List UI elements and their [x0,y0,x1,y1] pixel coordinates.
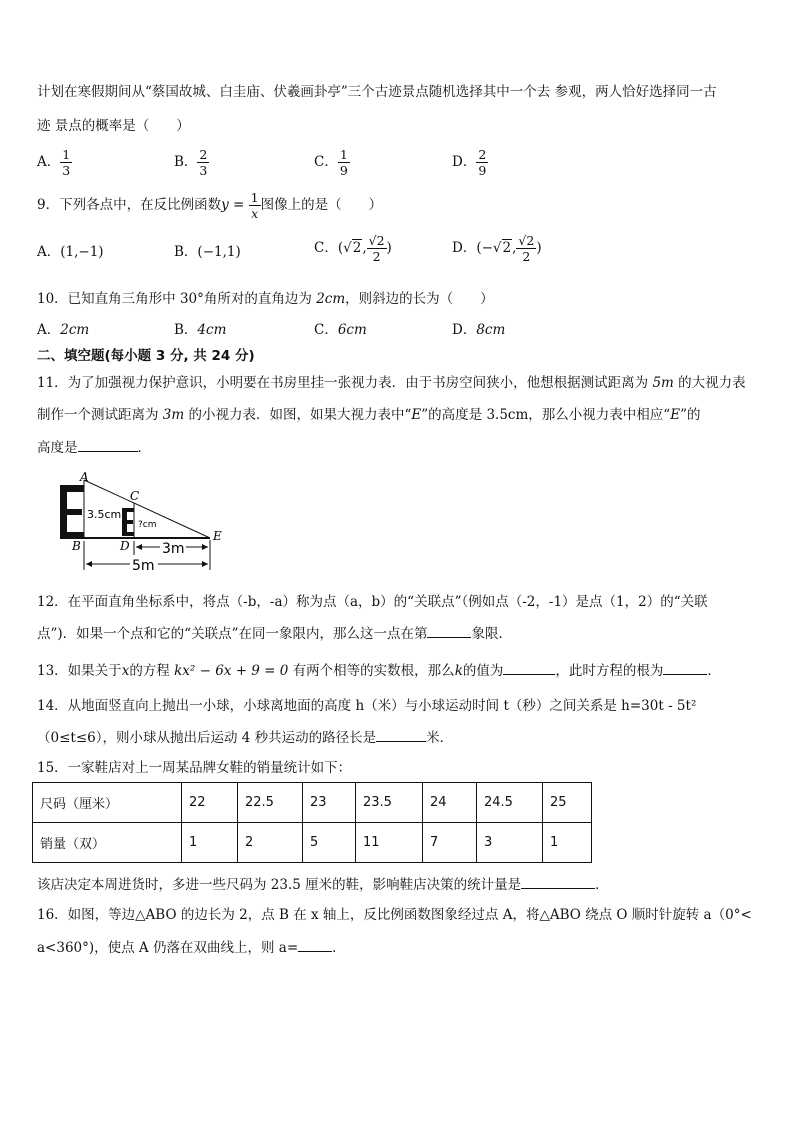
table-cell: 23 [303,783,356,823]
table-cell: 22 [182,783,238,823]
q16-line-2: a<360°)，使点 A 仍落在双曲线上，则 a= ． [37,937,346,958]
table-cell: 23.5 [356,783,423,823]
eye-chart-figure [48,470,238,574]
q13-root-blank[interactable] [663,660,707,675]
table-cell: 5 [303,823,356,863]
q12-answer-blank[interactable] [427,623,471,638]
q10-stem: 10．已知直角三角形中 30°角所对的直角边为 2cm，则斜边的长为（ ） [37,291,494,307]
q15-answer-blank[interactable] [521,874,595,889]
q12-line-1: 12．在平面直角坐标系中，将点（-b，-a）称为点（a，b）的“关联点”（例如点（-2，-1）是点（1，2）的“关联 [37,594,708,610]
table-cell: 22.5 [238,783,303,823]
table-row-label: 尺码（厘米） [33,783,182,823]
table-cell: 1 [543,823,592,863]
q8-option-c: C． $\frac{1}{9}$ [314,147,348,178]
table-row [33,783,592,823]
table-cell: 24.5 [477,783,543,823]
table-row-label: 销量（双） [33,823,182,863]
table-cell: 3 [477,823,543,863]
dist-3m-label: 3m [162,541,185,557]
q8-line-2: 迹 景点的概率是（ ） [37,118,190,134]
big-e-height-label: 3.5cm [87,508,122,521]
small-e-height-label: ?cm [138,520,157,530]
q11-line-3: 高度是 ． [37,437,151,458]
q14-line-2: （0≤t≤6），则小球从抛出后运动 4 秒共运动的路径长是 米． [37,727,453,748]
q15-title: 15．一家鞋店对上一周某品牌女鞋的销量统计如下： [37,760,352,776]
q8-option-d: D． $\frac{2}{9}$ [452,147,487,178]
table-cell: 25 [543,783,592,823]
q9-option-a: A．(1,−1) [37,244,104,260]
table-cell: 7 [423,823,477,863]
q9-option-d: D．(−√2, $\frac{√2}{2}$ ) [452,233,542,264]
q8-option-b: B． $\frac{2}{3}$ [174,147,208,178]
q13-k-blank[interactable] [503,660,555,675]
table-cell: 2 [238,823,303,863]
q11-answer-blank[interactable] [78,437,138,452]
small-e-shape [122,508,134,536]
big-e-shape [60,485,84,539]
q10-option-a: A．2cm [37,322,90,338]
q8-option-a: A． $\frac{1}{3}$ [37,147,71,178]
point-c-label: C [130,489,140,503]
q16-answer-blank[interactable] [298,937,332,952]
q11-line-1: 11．为了加强视力保护意识，小明要在书房里挂一张视力表．由于书房空间狭小，他想根据测试距离为 5m 的大视力表 [37,375,746,391]
q9-option-c: C．(√2, $\frac{√2}{2}$ ) [314,233,392,264]
q15-followup: 该店决定本周进货时，多进一些尺码为 23.5 厘米的鞋，影响鞋店决策的统计量是 ． [37,874,609,895]
shoe-sales-table [32,782,592,863]
dist-5m-label: 5m [132,558,155,574]
point-e-label: E [213,529,222,543]
section-heading: 二、填空题(每小题 3 分, 共 24 分) [37,348,255,364]
q9-stem: 9．下列各点中，在反比例函数y = $\frac{1}{x}$ 图像上的是（ ） [37,190,383,221]
table-cell: 11 [356,823,423,863]
q13-stem: 13．如果关于x的方程 kx² − 6x + 9 = 0 有两个相等的实数根，那么k的值为 ，此时方程的根为 ． [37,660,721,681]
table-cell: 1 [182,823,238,863]
q11-line-2: 制作一个测试距离为 3m 的小视力表．如图，如果大视力表中“E”的高度是 3.5cm，那么小视力表中相应“E”的 [37,407,701,423]
q9-option-b: B．(−1,1) [174,244,241,260]
q8-line-1: 计划在寒假期间从“蔡国故城、白圭庙、伏羲画卦亭”三个古迹景点随机选择其中一个去 参观，两人恰好选择同一古 [37,84,717,100]
q14-answer-blank[interactable] [376,727,426,742]
table-row [33,823,592,863]
q12-line-2: 点”)．如果一个点和它的“关联点”在同一象限内，那么这一点在第 象限． [37,623,512,644]
q16-line-1: 16．如图，等边△ABO 的边长为 2，点 B 在 x 轴上，反比例函数图象经过点 A，将△ABO 绕点 O 顺时针旋转 a（0°< [37,907,752,923]
point-b-label: B [72,539,81,553]
point-d-label: D [120,539,130,553]
table-cell: 24 [423,783,477,823]
q14-line-1: 14．从地面竖直向上抛出一小球，小球离地面的高度 h（米）与小球运动时间 t（秒）之间关系是 h=30t - 5t² [37,698,697,714]
q10-option-d: D．8cm [452,322,506,338]
point-a-label: A [80,470,89,484]
q10-option-c: C．6cm [314,322,367,338]
q10-option-b: B．4cm [174,322,227,338]
